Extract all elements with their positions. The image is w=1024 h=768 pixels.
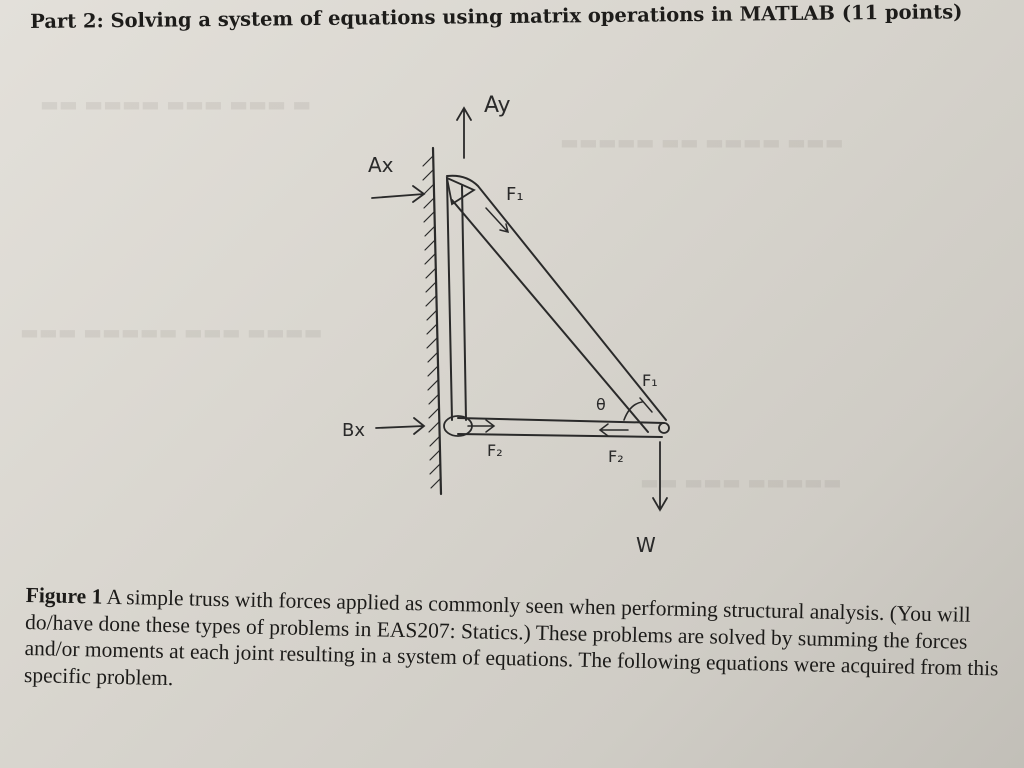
diagonal-member <box>447 176 666 432</box>
figure-caption <box>24 582 1001 708</box>
ax-arrow <box>372 186 424 202</box>
caption-text: A simple truss with forces applied as commonly seen when performing structural analysis. (You will do/have done these types of problems in EAS207: Statics.) These problems are solved by summing the forces and/or moments at each joint resulting in a system of equations. The following equations were acquired from this specific problem. <box>23 584 999 690</box>
w-arrow <box>653 442 667 510</box>
right-joint <box>659 423 669 433</box>
label-f2-left: F₂ <box>487 441 503 460</box>
label-bx: Bx <box>342 420 366 441</box>
label-f2-right: F₂ <box>608 447 624 466</box>
label-f1-bottom: F₁ <box>642 371 658 390</box>
ay-arrow <box>457 108 471 158</box>
bleed-through-text: ▬▬▬ ▬▬▬▬ ▬▬ ▬▬▬▬▬ <box>560 130 844 154</box>
label-w: W <box>636 533 656 557</box>
bleed-through-text: ▬ ▬▬▬ ▬▬▬ ▬▬▬▬ ▬▬ <box>40 92 312 116</box>
bleed-through-text: ▬▬▬▬ ▬▬▬ ▬▬▬▬▬ ▬▬▬ <box>20 320 323 344</box>
label-ay: Ay <box>484 93 511 118</box>
theta-arc <box>624 402 642 420</box>
f2-member-arrow-left <box>468 420 494 432</box>
top-joint <box>447 178 474 204</box>
label-f1-top: F₁ <box>506 184 524 205</box>
label-theta: θ <box>596 395 606 414</box>
label-ax: Ax <box>368 153 394 177</box>
figure-label: Figure 1 <box>25 582 103 609</box>
f2-member-arrow-right <box>600 424 628 436</box>
wall-hatching <box>423 156 441 488</box>
part-heading: Part 2: Solving a system of equations using matrix operations in MATLAB (11 points) <box>30 0 963 33</box>
bleed-through-text: ▬▬▬▬▬ ▬▬▬ ▬▬ <box>640 470 842 494</box>
horizontal-member <box>458 418 664 437</box>
bx-arrow <box>376 418 424 434</box>
